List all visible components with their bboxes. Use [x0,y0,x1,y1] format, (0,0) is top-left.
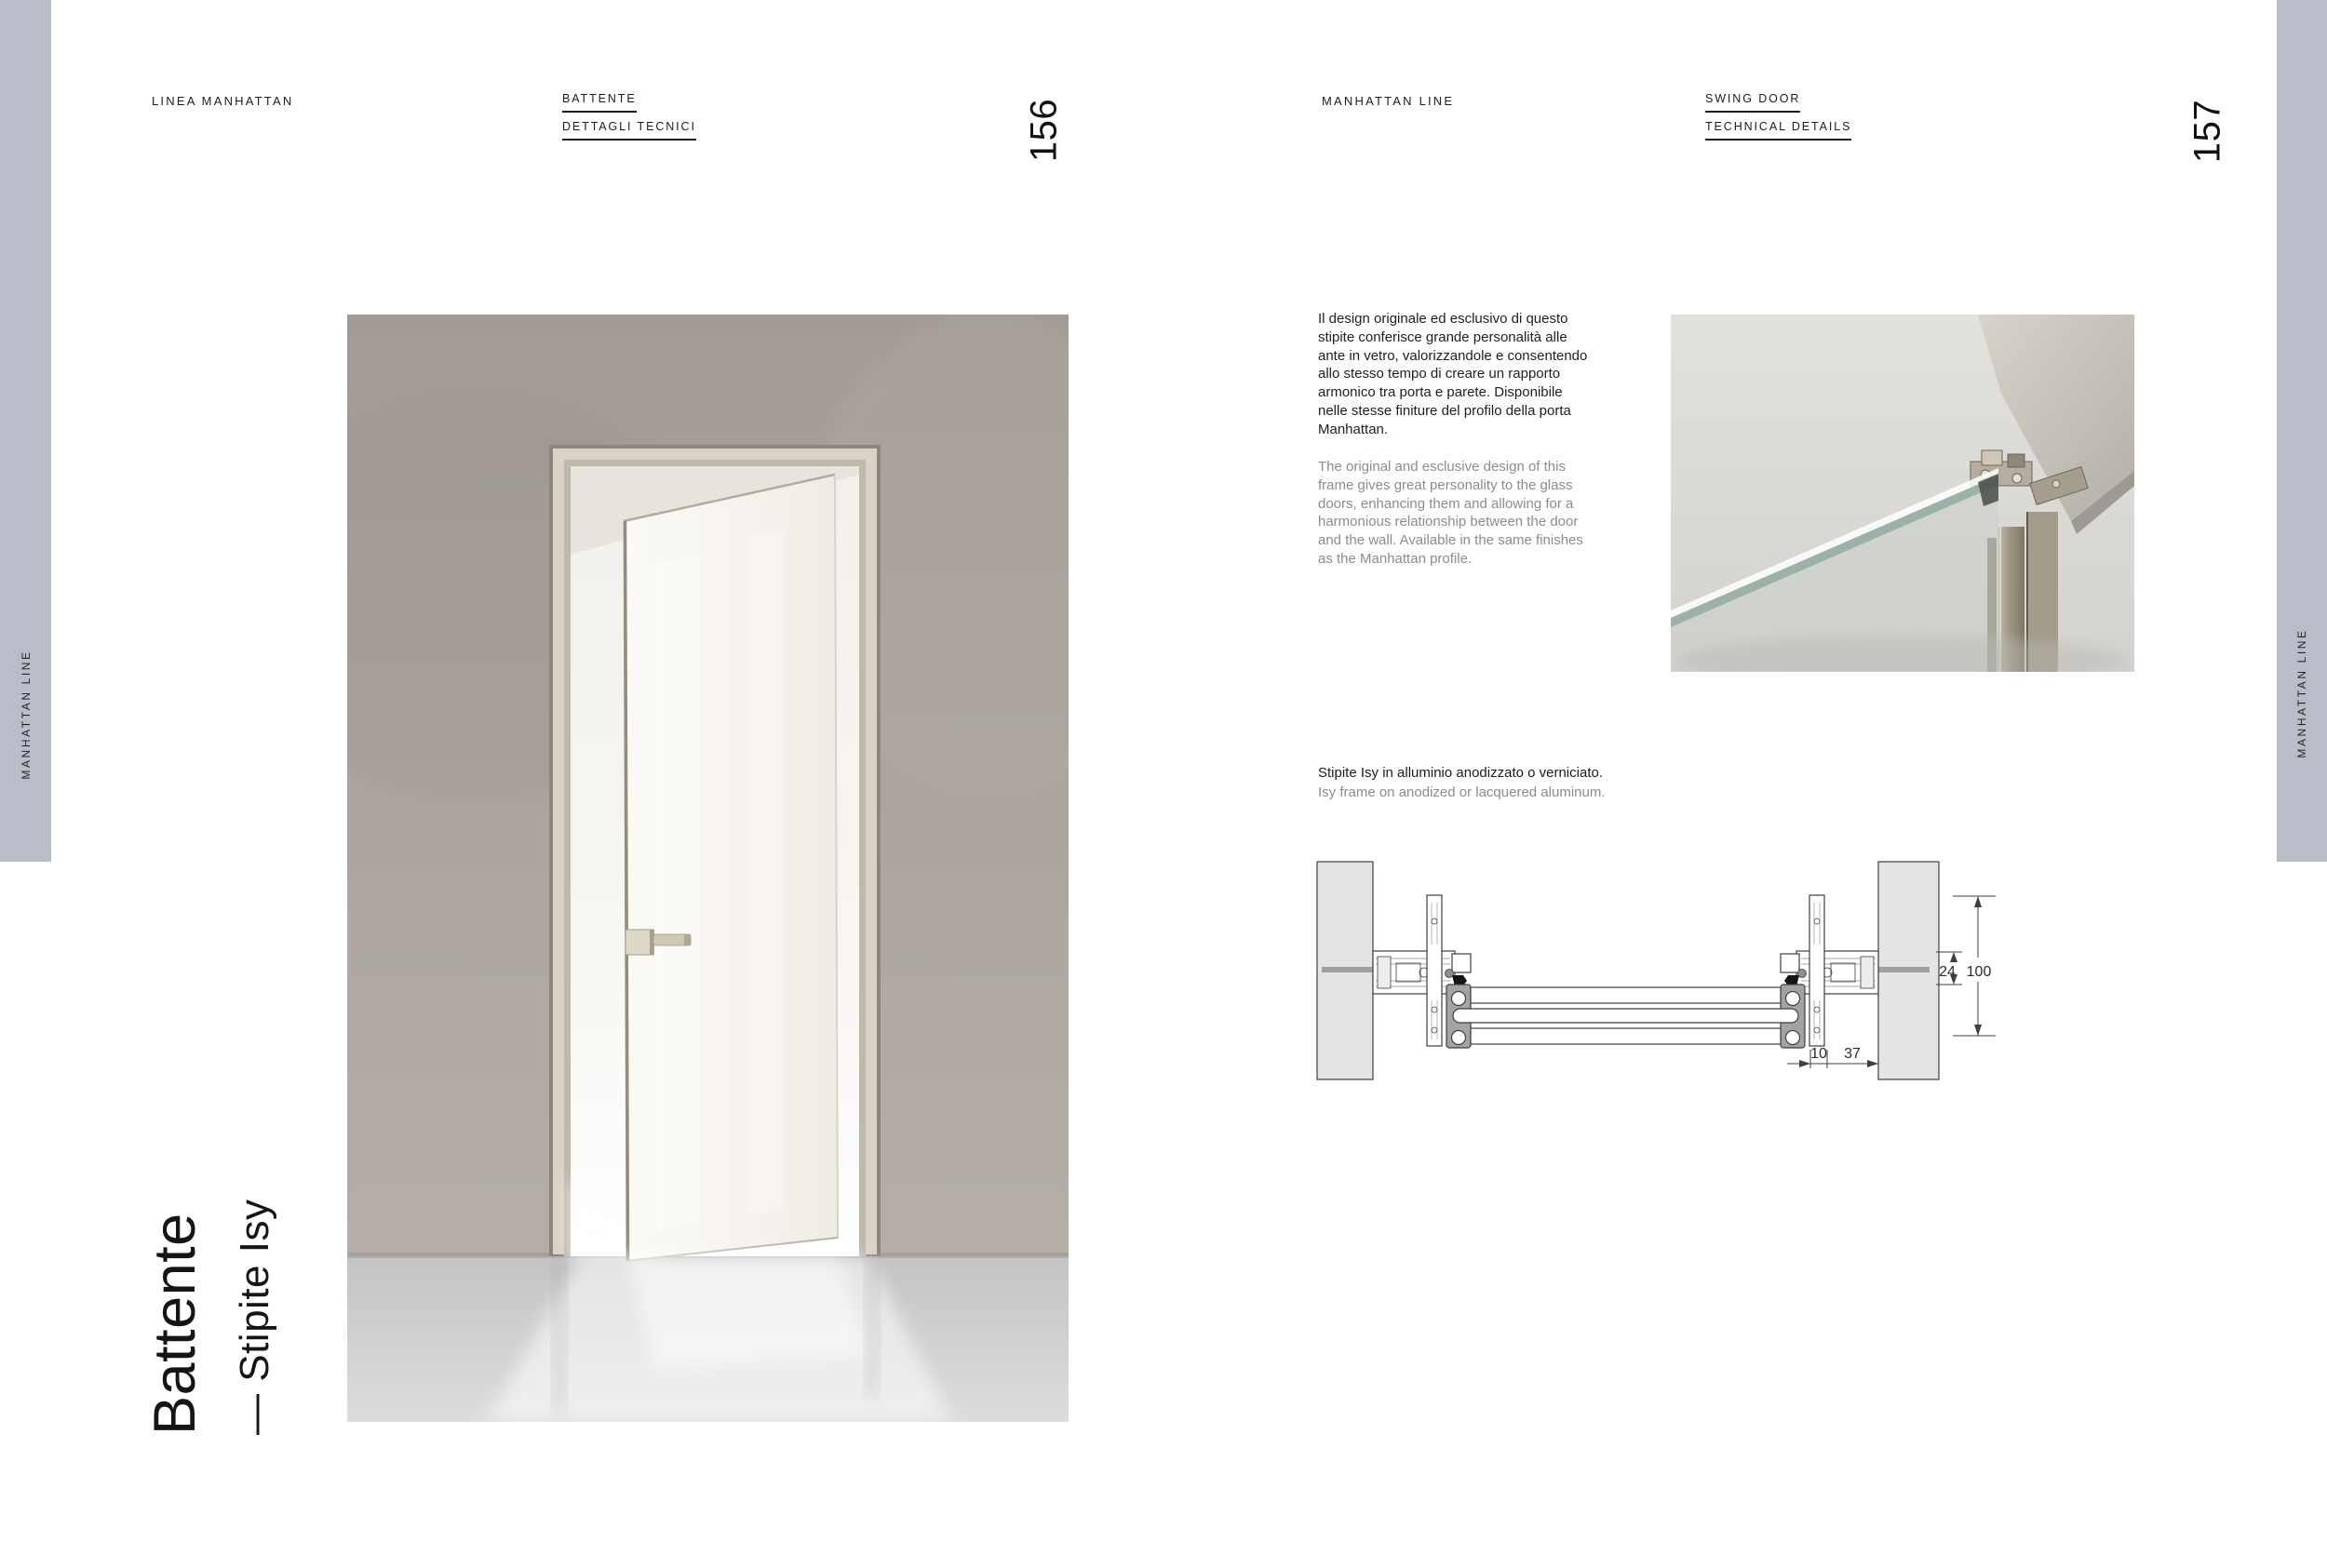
left-page-eyebrow: LINEA MANHATTAN [152,94,294,108]
body-text-italian: Il design originale ed esclusivo di questo stipite conferisce grande personalità alle ante in vetro, valorizzandole e consentendo allo stesso tempo di creare un rapporto armonico tra porta e parete. Disponibile nelle stesse finiture del profilo della porta Manhattan. [1318,311,1588,437]
door-leaf-section [1453,987,1798,1044]
right-isy-profile [1809,895,1824,1046]
profile-detail-photo [1671,315,2134,672]
door-photo-svg [347,315,1069,1422]
left-isy-profile [1427,895,1442,1046]
left-edge-tab-label: MANHATTAN LINE [20,650,33,780]
profile-detail-svg [1671,315,2134,672]
body-text-english: The original and esclusive design of this frame gives great personality to the glass doors, enhancing them and allowing for a harmonious relationship between the door and the wall. Available in the same finishes as the Manhattan profile. [1318,459,1583,567]
tab-technical-details: TECHNICAL DETAILS [1705,120,1851,141]
tab-dettagli-tecnici: DETTAGLI TECNICI [562,120,696,141]
product-title: Battente [142,1213,208,1435]
right-edge-tab-label: MANHATTAN LINE [2295,628,2308,758]
dimension-bottom [1787,1050,1878,1068]
right-page-eyebrow: MANHATTAN LINE [1322,94,1455,108]
caption-italian: Stipite Isy in alluminio anodizzato o verniciato. [1318,765,1603,781]
technical-drawing [1311,851,1999,1093]
door-leaf [624,475,838,1261]
dim-label-100: 100 [1966,964,1992,980]
left-page-number: 156 [1023,98,1065,163]
left-page-section-tabs [562,92,696,148]
product-subtitle: — Stipite Isy [232,1199,277,1435]
tab-swing-door: SWING DOOR [1705,92,1800,113]
right-page-number: 157 [2186,99,2228,164]
dim-label-37: 37 [1844,1046,1861,1062]
technical-drawing-svg [1311,851,1999,1093]
caption-english: Isy frame on anodized or lacquered aluminum. [1318,784,1606,801]
detail-caption [1318,763,1606,803]
dim-label-10: 10 [1810,1046,1827,1062]
tab-battente: BATTENTE [562,92,637,113]
right-page-section-tabs [1705,92,1851,148]
door-photo [347,315,1069,1422]
dim-label-24: 24 [1939,964,1956,980]
